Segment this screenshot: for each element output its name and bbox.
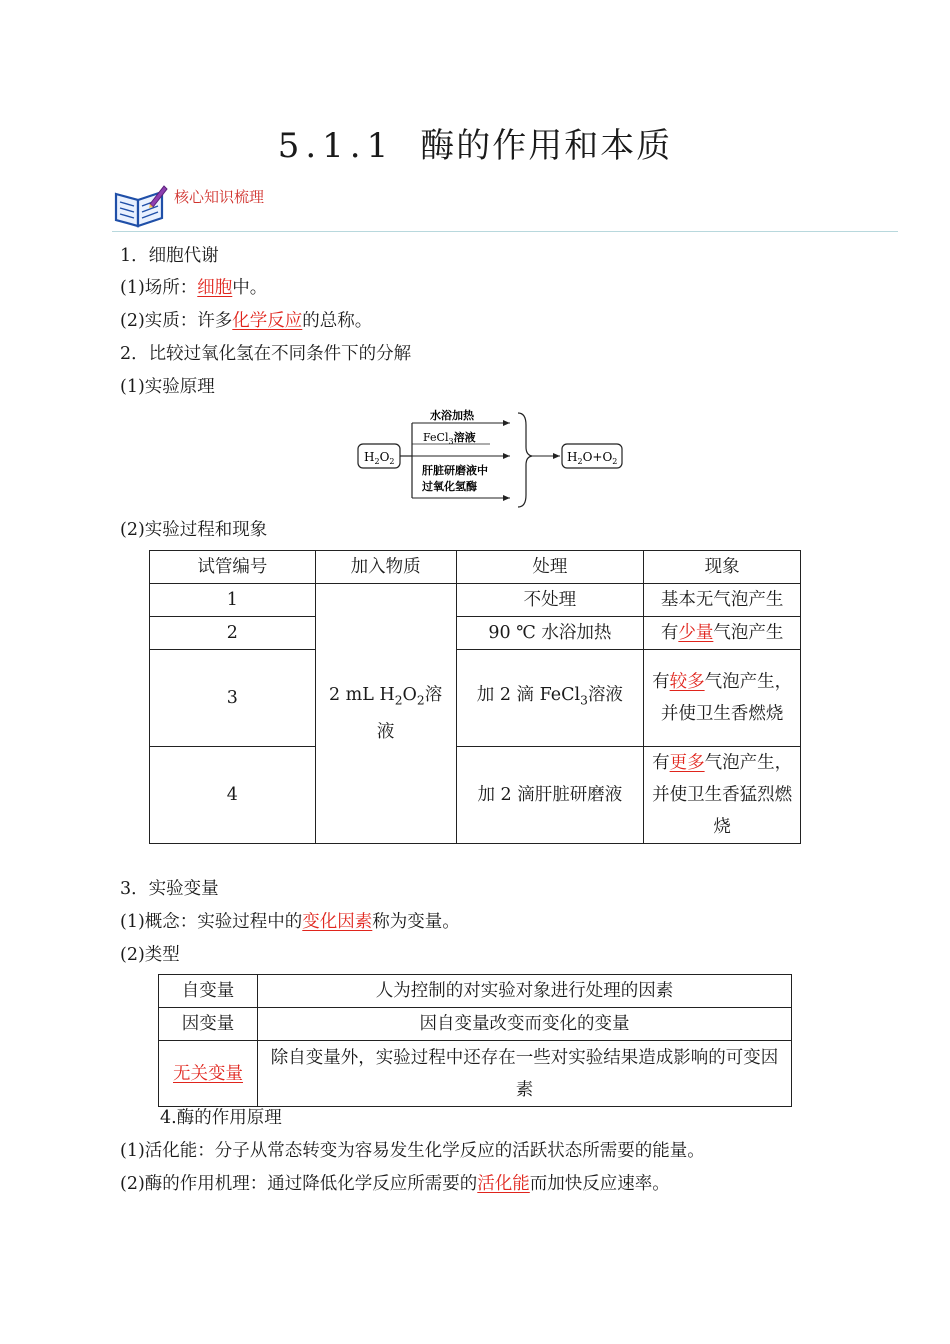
header-cell: 试管编号 [150, 551, 316, 584]
result-cell: 有更多气泡产生，并使卫生香猛烈燃烧 [644, 747, 801, 844]
answer-cell: 细胞 [197, 278, 233, 298]
product-label: $H_2O+O_2$ [567, 450, 618, 466]
tube-id: 3 [150, 650, 316, 747]
variable-name [159, 1041, 258, 1107]
result-cell: 有少量气泡产生 [644, 617, 801, 650]
s1-heading: 1．细胞代谢 [120, 246, 219, 266]
s4-heading: 4.酶的作用原理 [160, 1108, 282, 1128]
table-row [159, 1008, 792, 1041]
tube-id: 1 [150, 584, 316, 617]
section-label: 核心知识梳理 [174, 188, 265, 206]
s3-line1: (1)概念：实验过程中的变化因素称为变量。 [120, 912, 460, 932]
table-row [150, 617, 801, 650]
s2-heading: 2．比较过氧化氢在不同条件下的分解 [120, 344, 412, 364]
treatment-cell: 90 ℃ 水浴加热 [456, 617, 644, 650]
result-cell: 基本无气泡产生 [644, 584, 801, 617]
s1-line2: (2)实质：许多化学反应的总称。 [120, 311, 373, 331]
book-icon [112, 184, 168, 228]
header-cell: 加入物质 [315, 551, 456, 584]
reaction-diagram [350, 395, 640, 510]
variable-desc: 除自变量外，实验过程中还存在一些对实验结果造成影响的可变因素 [258, 1041, 792, 1107]
condition-liver-line1: 肝脏研磨液中 [422, 464, 488, 477]
treatment-cell: 加 2 滴肝脏研磨液 [456, 747, 644, 844]
variable-name: 自变量 [159, 975, 258, 1008]
answer-activation-energy: 活化能 [477, 1174, 530, 1194]
table-header-row [150, 551, 801, 584]
page-title [0, 118, 950, 167]
s3-line2: (2)类型 [120, 945, 180, 965]
condition-liver-line2: 过氧化氢酶 [422, 480, 477, 493]
answer-irrelevant-variable: 无关变量 [173, 1063, 243, 1084]
condition-fecl3: FeCl$_3$溶液 [423, 431, 476, 446]
s1-line1: (1)场所：细胞中。 [120, 278, 268, 298]
answer-chemical-reaction: 化学反应 [232, 311, 303, 331]
tube-id: 4 [150, 747, 316, 844]
table-row [159, 1041, 792, 1107]
treatment-cell: 加 2 滴 FeCl$_3$溶液 [456, 650, 644, 747]
table-row [159, 975, 792, 1008]
answer-variable-factor: 变化因素 [302, 912, 373, 932]
brace [518, 413, 532, 507]
variable-desc: 人为控制的对实验对象进行处理的因素 [258, 975, 792, 1008]
s4-line1: (1)活化能：分子从常态转变为容易发生化学反应的活跃状态所需要的能量。 [120, 1141, 705, 1161]
table-row [150, 584, 801, 617]
answer-much-more: 更多 [669, 753, 705, 773]
substance-cell: 2 mL $H_2O_2$溶液 [315, 584, 456, 844]
tube-id: 2 [150, 617, 316, 650]
reactant-label: $H_2O_2$ [364, 450, 395, 466]
variable-desc: 因自变量改变而变化的变量 [258, 1008, 792, 1041]
s2-sub2: (2)实验过程和现象 [120, 520, 268, 540]
answer-small-amount: 少量 [678, 623, 714, 643]
header-cell: 处理 [456, 551, 644, 584]
title-text: 酶的作用和本质 [420, 126, 673, 166]
divider [112, 231, 898, 232]
answer-more: 较多 [669, 672, 705, 692]
table-row [150, 650, 801, 747]
treatment-cell: 不处理 [456, 584, 644, 617]
table-row [150, 747, 801, 844]
variable-table [158, 974, 792, 1107]
title-number: 5.1.1 [277, 126, 395, 166]
variable-name: 因变量 [159, 1008, 258, 1041]
header-cell: 现象 [644, 551, 801, 584]
s4-line2: (2)酶的作用机理：通过降低化学反应所需要的活化能而加快反应速率。 [120, 1174, 670, 1194]
s3-heading: 3．实验变量 [120, 879, 219, 899]
condition-heating: 水浴加热 [430, 409, 474, 422]
experiment-table [149, 550, 801, 844]
s2-sub1: (1)实验原理 [120, 377, 215, 397]
result-cell: 有较多气泡产生，并使卫生香燃烧 [644, 650, 801, 747]
